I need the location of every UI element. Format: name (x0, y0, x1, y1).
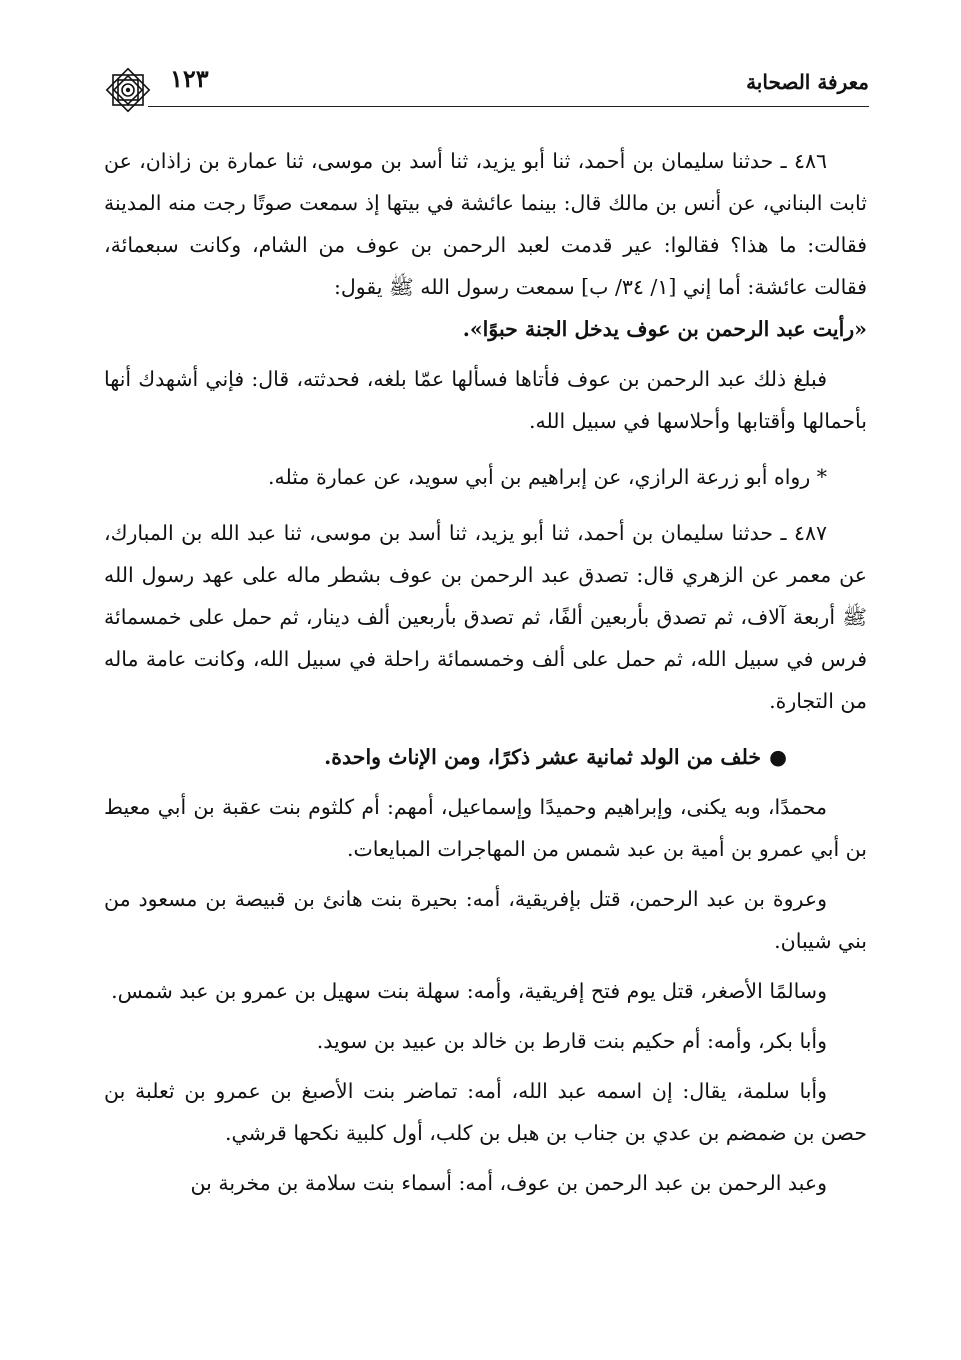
header-title: معرفة الصحابة (746, 70, 869, 94)
paragraph-abu-salama: وأبا سلمة، يقال: إن اسمه عبد الله، أمه: تماضر بنت الأصبغ بن عمرو بن ثعلبة بن حصن بن ضمضم بن عدي بن جناب بن هبل بن كلب، أول كلبية نكحها قرشي. (104, 1079, 867, 1145)
paragraph-abu-bakr: وأبا بكر، وأمه: أم حكيم بنت قارط بن خالد بن عبيد بن سويد. (316, 1029, 827, 1053)
hadith-486-text: ٤٨٦ ـ حدثنا سليمان بن أحمد، ثنا أبو يزيد، ثنا أسد بن موسى، ثنا عمارة بن زاذان، عن ثابت البناني، عن أنس بن مالك قال: بينما عائشة في بيتها إذ سمعت صوتًا رجت منه المدينة فقالت: ما هذا؟ فقالوا: عير قدمت لعبد الرحمن بن عوف من الشام، وكانت سبعمائة، فقالت عائشة: أما إني [١/ ٣٤/ ب] سمعت رسول الله ﷺ يقول: (104, 149, 867, 299)
section-heading (104, 736, 867, 778)
page-number: ١٢٣ (170, 64, 209, 93)
body-text (104, 140, 867, 1204)
header-rule (148, 106, 869, 107)
paragraph-abd-al-rahman: وعبد الرحمن بن عبد الرحمن بن عوف، أمه: أسماء بنت سلامة بن مخربة بن (190, 1171, 827, 1195)
eight-point-star-ornament-icon (100, 62, 156, 118)
hadith-487: ٤٨٧ ـ حدثنا سليمان بن أحمد، ثنا أبو يزيد، ثنا أسد بن موسى، ثنا عبد الله بن المبارك، عن معمر عن الزهري قال: تصدق عبد الرحمن بن عوف بشطر ماله على عهد رسول الله ﷺ أربعة آلاف، ثم تصدق بأربعين ألفًا، ثم تصدق بأربعين ألف دينار، ثم حمل على خمسمائة فرس في سبيل الله، ثم حمل على ألف وخمسمائة راحلة في سبيل الله، وكانت عامة ماله من التجارة. (104, 521, 867, 713)
paragraph-muhammad: محمدًا، وبه يكنى، وإبراهيم وحميدًا وإسماعيل، أمهم: أم كلثوم بنت عقبة بن أبي معيط بن أبي عمرو بن أمية بن عبد شمس من المهاجرات المبايعات. (104, 795, 867, 861)
paragraph-urwa: وعروة بن عبد الرحمن، قتل بإفريقية، أمه: بحيرة بنت هانئ بن قبيصة بن مسعود من بني شيبان. (104, 887, 867, 953)
running-head (100, 62, 869, 106)
section-heading-text: خلف من الولد ثمانية عشر ذكرًا، ومن الإناث واحدة. (324, 745, 762, 769)
paragraph-news: فبلغ ذلك عبد الرحمن بن عوف فأتاها فسألها عمّا بلغه، فحدثته، قال: فإني أشهدك أنها بأحمالها وأقتابها وأحلاسها في سبيل الله. (104, 367, 867, 433)
hadith-486-quote: «رأيت عبد الرحمن بن عوف يدخل الجنة حبوًا». (462, 317, 867, 341)
bullet-dot-icon: ● (769, 745, 787, 769)
paragraph-salim: وسالمًا الأصغر، قتل يوم فتح إفريقية، وأمه: سهلة بنت سهيل بن عمرو بن عبد شمس. (111, 979, 827, 1003)
hadith-486 (104, 140, 867, 350)
paragraph-narration-note: * رواه أبو زرعة الرازي، عن إبراهيم بن أبي سويد، عن عمارة مثله. (267, 465, 827, 489)
